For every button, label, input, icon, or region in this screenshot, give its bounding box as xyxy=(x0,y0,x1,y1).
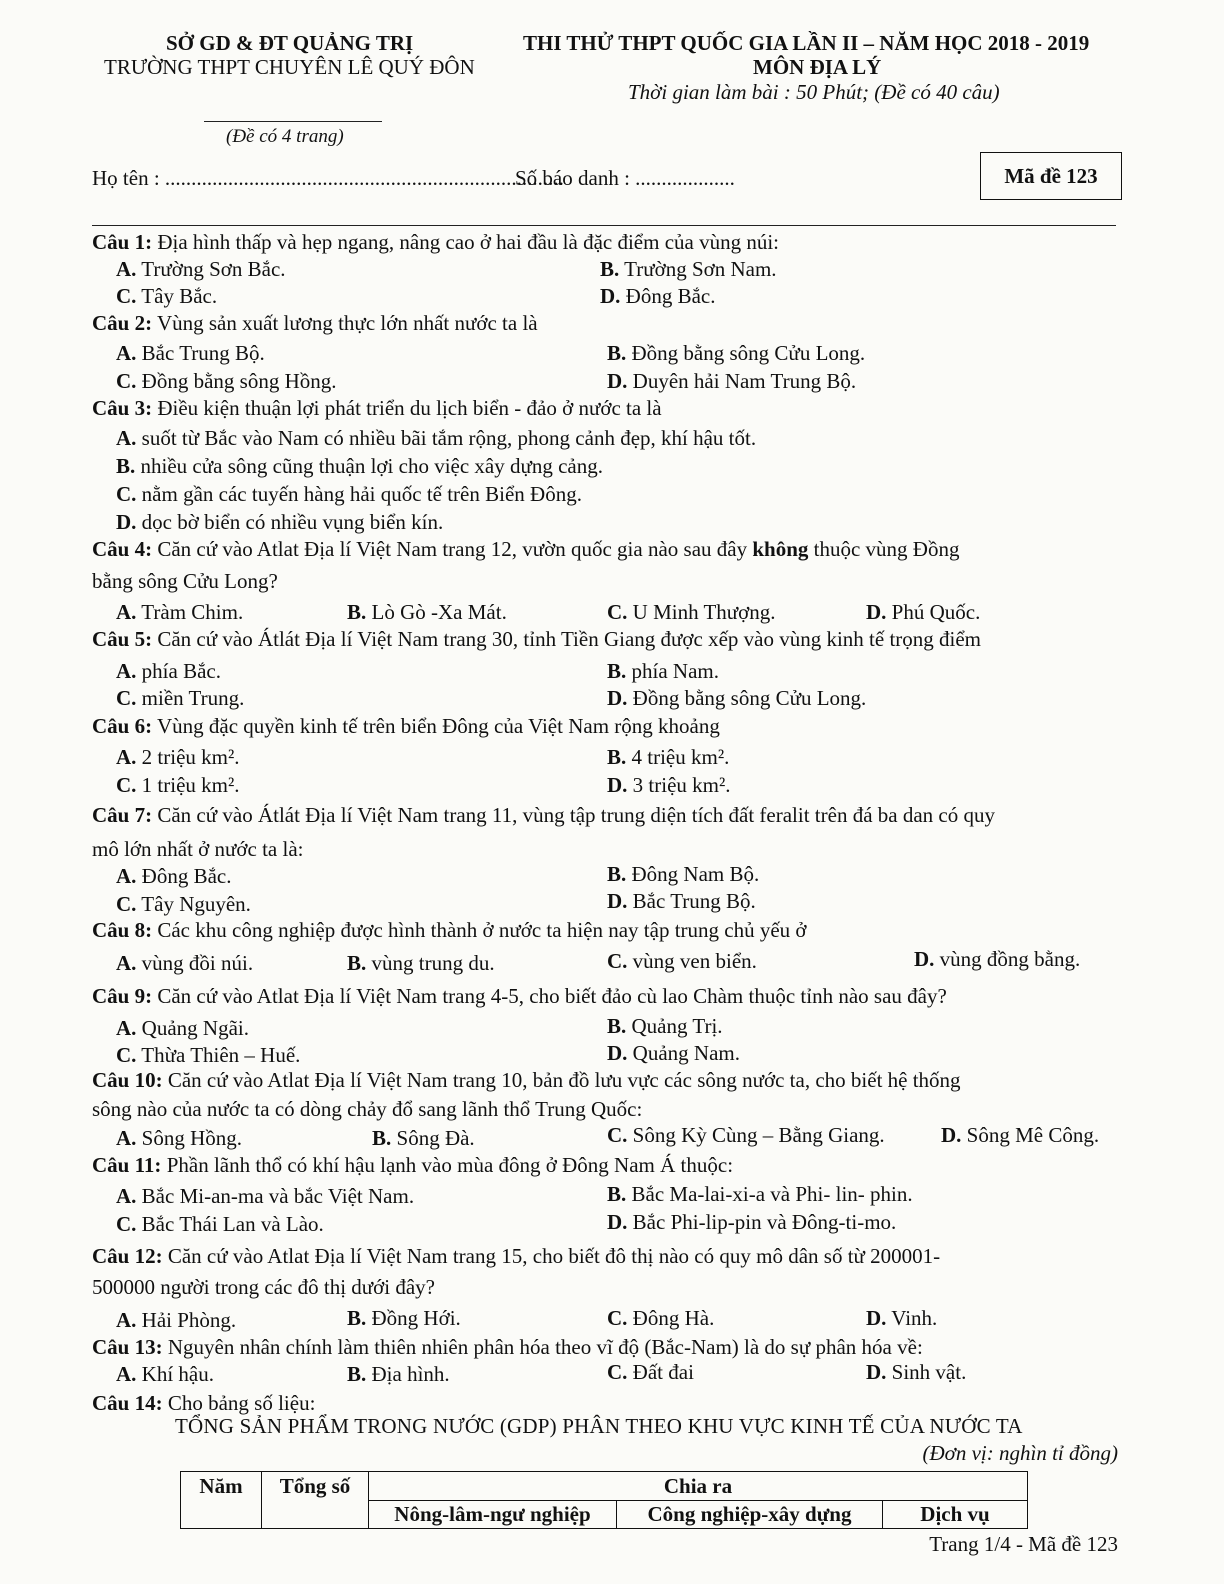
q1-option-a: A. Trường Sơn Bắc. xyxy=(116,257,286,281)
time-note: Thời gian làm bài : 50 Phút; (Đề có 40 câu) xyxy=(628,80,1000,104)
page-footer: Trang 1/4 - Mã đề 123 xyxy=(929,1532,1118,1556)
col-agri: Nông-lâm-ngư nghiệp xyxy=(369,1501,617,1529)
q7-option-a: A. Đông Bắc. xyxy=(116,864,232,888)
id-field: Số báo danh : ................... xyxy=(515,166,735,190)
q12-option-c: C. Đông Hà. xyxy=(607,1306,715,1330)
q8-option-d: D. vùng đồng bằng. xyxy=(914,947,1081,971)
question-10-cont: sông nào của nước ta có dòng chảy đổ sang lãnh thổ Trung Quốc: xyxy=(92,1097,643,1121)
q11-option-a: A. Bắc Mi-an-ma và bắc Việt Nam. xyxy=(116,1184,415,1208)
col-services: Dịch vụ xyxy=(883,1501,1028,1529)
q5-option-b: B. phía Nam. xyxy=(607,659,719,683)
q12-option-d: D. Vinh. xyxy=(866,1306,938,1330)
q3-option-b: B. nhiều cửa sông cũng thuận lợi cho việc xây dựng cảng. xyxy=(116,454,604,478)
col-total: Tổng số xyxy=(262,1472,369,1529)
q7-option-d: D. Bắc Trung Bộ. xyxy=(607,889,756,913)
q5-option-a: A. phía Bắc. xyxy=(116,659,221,683)
q1-option-b: B. Trường Sơn Nam. xyxy=(600,257,777,281)
question-3: Câu 3: Điều kiện thuận lợi phát triển du lịch biển - đảo ở nước ta là xyxy=(92,396,662,420)
question-12: Câu 12: Căn cứ vào Atlat Địa lí Việt Nam trang 15, cho biết đô thị nào có quy mô dân số từ 200001- xyxy=(92,1244,941,1268)
q9-option-d: D. Quảng Nam. xyxy=(607,1041,740,1065)
q9-option-a: A. Quảng Ngãi. xyxy=(116,1016,249,1040)
q1-option-d: D. Đông Bắc. xyxy=(600,284,716,308)
q10-option-b: B. Sông Đà. xyxy=(372,1126,475,1150)
col-industry: Công nghiệp-xây dựng xyxy=(617,1501,883,1529)
q8-option-b: B. vùng trung du. xyxy=(347,951,495,975)
question-12-cont: 500000 người trong các đô thị dưới đây? xyxy=(92,1275,435,1299)
q11-option-b: B. Bắc Ma-lai-xi-a và Phi- lin- phin. xyxy=(607,1182,913,1206)
exam-code-box xyxy=(980,152,1122,200)
q6-option-c: C. 1 triệu km². xyxy=(116,773,240,797)
q1-option-c: C. Tây Bắc. xyxy=(116,284,218,308)
col-year: Năm xyxy=(181,1472,262,1529)
q10-option-a: A. Sông Hồng. xyxy=(116,1126,243,1150)
question-4: Câu 4: Căn cứ vào Atlat Địa lí Việt Nam trang 12, vườn quốc gia nào sau đây không thuộc vùng Đồng xyxy=(92,537,960,561)
gdp-table xyxy=(180,1471,1028,1529)
q4-option-c: C. U Minh Thượng. xyxy=(607,600,776,624)
table-title: TỔNG SẢN PHẨM TRONG NƯỚC (GDP) PHÂN THEO KHU VỰC KINH TẾ CỦA NƯỚC TA xyxy=(175,1414,1023,1438)
q13-option-b: B. Địa hình. xyxy=(347,1362,450,1386)
q11-option-c: C. Bắc Thái Lan và Lào. xyxy=(116,1212,324,1236)
q3-option-c: C. nằm gần các tuyến hàng hải quốc tế trên Biển Đông. xyxy=(116,482,582,506)
q9-option-c: C. Thừa Thiên – Huế. xyxy=(116,1043,301,1067)
q7-option-c: C. Tây Nguyên. xyxy=(116,892,251,916)
dept-name: SỞ GD & ĐT QUẢNG TRỊ xyxy=(166,31,414,55)
exam-title: THI THỬ THPT QUỐC GIA LẦN II – NĂM HỌC 2018 - 2019 xyxy=(523,31,1090,55)
subject-title: MÔN ĐỊA LÝ xyxy=(753,55,882,79)
q7-option-b: B. Đông Nam Bộ. xyxy=(607,862,760,886)
pages-note: (Đề có 4 trang) xyxy=(226,126,344,147)
q4-option-d: D. Phú Quốc. xyxy=(866,600,981,624)
q6-option-a: A. 2 triệu km². xyxy=(116,745,240,769)
question-9: Câu 9: Căn cứ vào Atlat Địa lí Việt Nam trang 4-5, cho biết đảo cù lao Chàm thuộc tỉnh nào sau đây? xyxy=(92,984,947,1008)
question-11: Câu 11: Phần lãnh thổ có khí hậu lạnh vào mùa đông ở Đông Nam Á thuộc: xyxy=(92,1153,734,1177)
question-7-cont: mô lớn nhất ở nước ta là: xyxy=(92,837,304,861)
q9-option-b: B. Quảng Trị. xyxy=(607,1014,723,1038)
question-6: Câu 6: Vùng đặc quyền kinh tế trên biển Đông của Việt Nam rộng khoảng xyxy=(92,714,720,738)
q4-option-a: A. Tràm Chim. xyxy=(116,600,244,624)
q13-option-c: C. Đất đai xyxy=(607,1360,694,1384)
question-14: Câu 14: Cho bảng số liệu: xyxy=(92,1391,316,1415)
q8-option-a: A. vùng đồi núi. xyxy=(116,951,254,975)
q2-option-c: C. Đồng bằng sông Hồng. xyxy=(116,369,337,393)
question-2: Câu 2: Vùng sản xuất lương thực lớn nhất nước ta là xyxy=(92,311,538,335)
question-1: Câu 1: Địa hình thấp và hẹp ngang, nâng cao ở hai đầu là đặc điểm của vùng núi: xyxy=(92,230,780,254)
question-8: Câu 8: Các khu công nghiệp được hình thành ở nước ta hiện nay tập trung chủ yếu ở xyxy=(92,918,807,942)
q12-option-a: A. Hải Phòng. xyxy=(116,1308,237,1332)
exam-code: Mã đề 123 xyxy=(1004,163,1098,188)
name-field: Họ tên : ............................................................................ xyxy=(92,166,564,190)
q10-option-c: C. Sông Kỳ Cùng – Bằng Giang. xyxy=(607,1123,885,1147)
q2-option-a: A. Bắc Trung Bộ. xyxy=(116,341,265,365)
question-13: Câu 13: Nguyên nhân chính làm thiên nhiên phân hóa theo vĩ độ (Bắc-Nam) là do sự phân hóa về: xyxy=(92,1335,923,1359)
q5-option-d: D. Đồng bằng sông Cửu Long. xyxy=(607,686,867,710)
q3-option-a: A. suốt từ Bắc vào Nam có nhiều bãi tắm rộng, phong cảnh đẹp, khí hậu tốt. xyxy=(116,426,757,450)
header-divider xyxy=(92,225,1116,226)
q10-option-d: D. Sông Mê Công. xyxy=(941,1123,1100,1147)
q5-option-c: C. miền Trung. xyxy=(116,686,245,710)
q3-option-d: D. dọc bờ biển có nhiều vụng biển kín. xyxy=(116,510,444,534)
question-4-cont: bằng sông Cửu Long? xyxy=(92,569,278,593)
q11-option-d: D. Bắc Phi-lip-pin và Đông-ti-mo. xyxy=(607,1210,897,1234)
table-unit: (Đơn vị: nghìn tỉ đồng) xyxy=(922,1441,1118,1465)
question-10: Câu 10: Căn cứ vào Atlat Địa lí Việt Nam trang 10, bản đồ lưu vực các sông nước ta, cho biết hệ thống xyxy=(92,1068,961,1092)
q4-option-b: B. Lò Gò -Xa Mát. xyxy=(347,600,507,624)
q12-option-b: B. Đồng Hới. xyxy=(347,1306,461,1330)
q8-option-c: C. vùng ven biển. xyxy=(607,949,757,973)
school-name: TRƯỜNG THPT CHUYÊN LÊ QUÝ ĐÔN xyxy=(104,55,475,79)
q2-option-b: B. Đồng bằng sông Cửu Long. xyxy=(607,341,866,365)
q13-option-a: A. Khí hậu. xyxy=(116,1362,214,1386)
q6-option-b: B. 4 triệu km². xyxy=(607,745,730,769)
q6-option-d: D. 3 triệu km². xyxy=(607,773,731,797)
q13-option-d: D. Sinh vật. xyxy=(866,1360,967,1384)
q2-option-d: D. Duyên hải Nam Trung Bộ. xyxy=(607,369,857,393)
col-split: Chia ra xyxy=(369,1472,1028,1501)
question-5: Câu 5: Căn cứ vào Átlát Địa lí Việt Nam trang 30, tỉnh Tiền Giang được xếp vào vùng kinh tế trọng điểm xyxy=(92,627,982,651)
header-underline xyxy=(204,121,382,122)
question-7: Câu 7: Căn cứ vào Átlát Địa lí Việt Nam trang 11, vùng tập trung diện tích đất feralit trên đá ba dan có quy xyxy=(92,803,995,827)
